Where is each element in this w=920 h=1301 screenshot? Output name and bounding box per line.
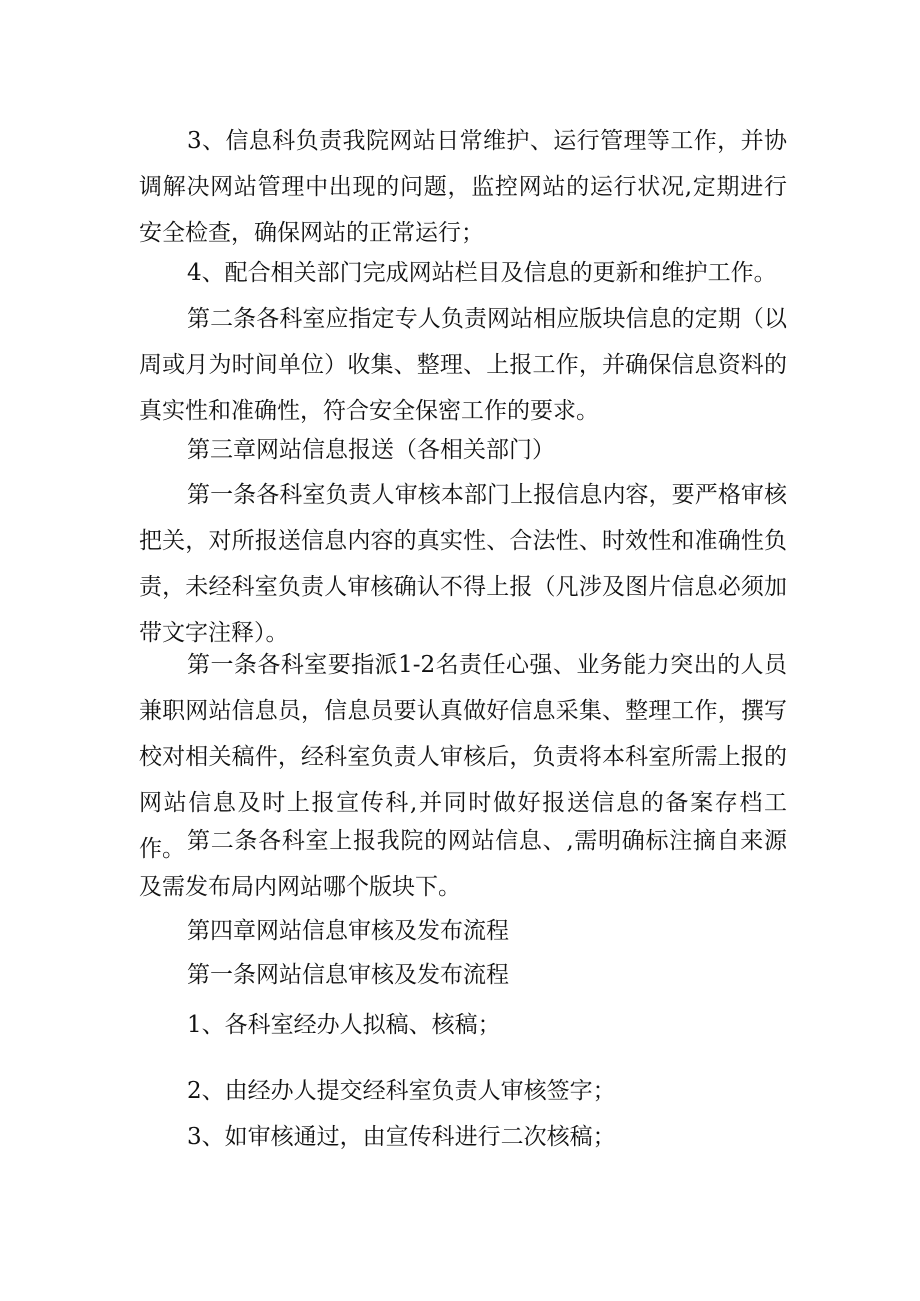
paragraph-step-2: 2、由经办人提交经科室负责人审核签字；	[187, 1078, 616, 1104]
paragraph-chapter-3-article-1a: 第一条各科室负责人审核本部门上报信息内容，要严格审核把关，对所报送信息内容的真实性、合法性、时效性和准确性负责，未经科室负责人审核确认不得上报（凡涉及图片信息必须加带文字注释）。	[139, 482, 787, 646]
paragraph-chapter-3-article-1b: 第一条各科室要指派1-2名责任心强、业务能力突出的人员兼职网站信息员，信息员要认真做好信息采集、整理工作，撰写校对相关稿件，经科室负责人审核后，负责将本科室所需上报的网站信息及时上报宣传科,并同时做好报送信息的备案存档工作。	[139, 652, 787, 862]
chapter-4-heading: 第四章网站信息审核及发布流程	[187, 918, 509, 944]
chapter-3-heading: 第三章网站信息报送（各相关部门）	[187, 437, 555, 463]
paragraph-clause-3: 3、信息科负责我院网站日常维护、运行管理等工作，并协调解决网站管理中出现的问题，监控网站的运行状况,定期进行安全检查，确保网站的正常运行；	[139, 128, 787, 246]
paragraph-chapter-4-article-1: 第一条网站信息审核及发布流程	[187, 962, 509, 988]
paragraph-step-1: 1、各科室经办人拟稿、核稿；	[187, 1012, 501, 1038]
paragraph-clause-4: 4、配合相关部门完成网站栏目及信息的更新和维护工作。	[187, 260, 777, 286]
paragraph-step-3: 3、如审核通过，由宣传科进行二次核稿；	[187, 1124, 616, 1150]
paragraph-chapter-3-article-2: 第二条各科室上报我院的网站信息、,需明确标注摘自来源及需发布局内网站哪个版块下。	[139, 828, 787, 900]
paragraph-article-2: 第二条各科室应指定专人负责网站相应版块信息的定期（以周或月为时间单位）收集、整理、上报工作，并确保信息资料的真实性和准确性，符合安全保密工作的要求。	[139, 306, 787, 424]
